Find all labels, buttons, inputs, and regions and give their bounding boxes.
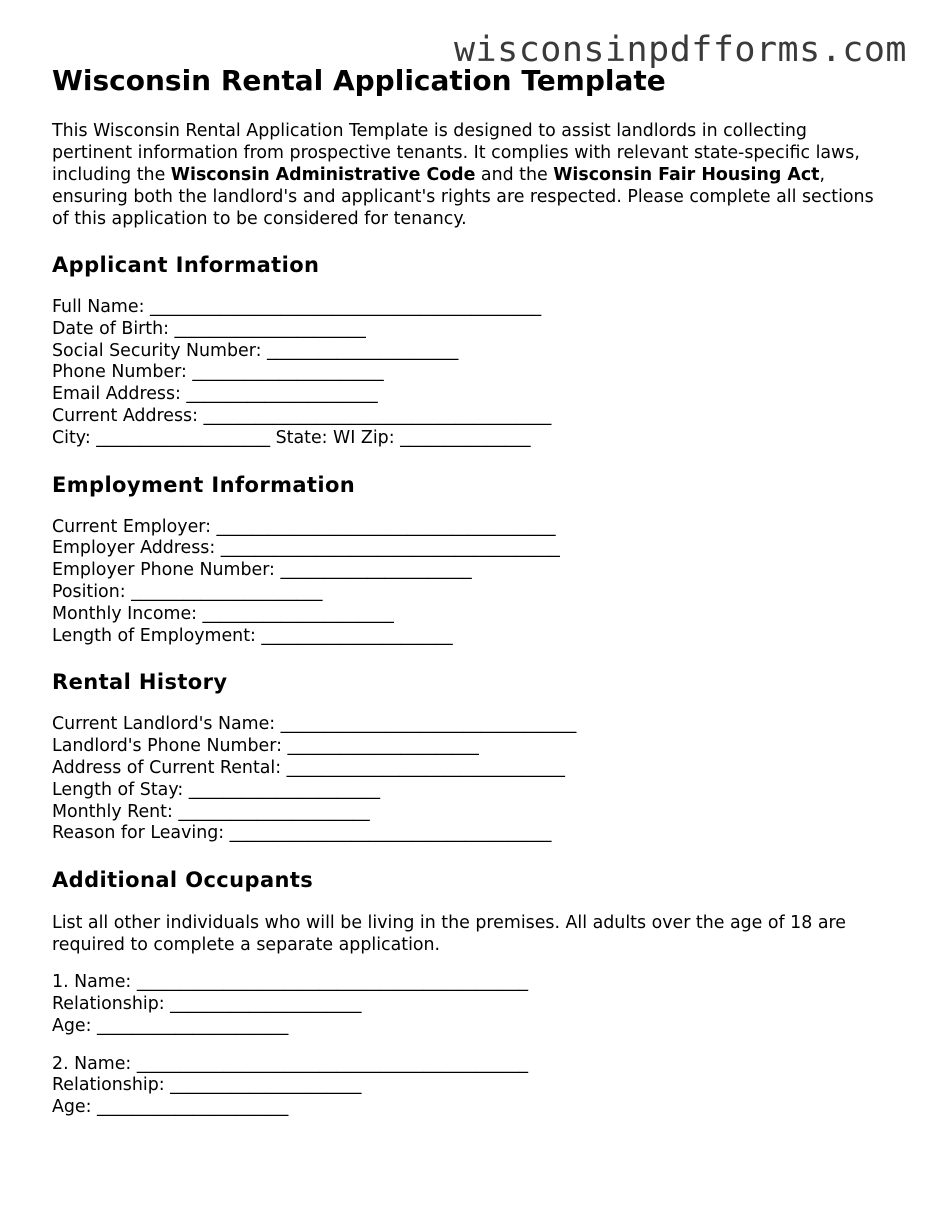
field-full-name[interactable]: Full Name: _____________________________________________ — [52, 297, 542, 317]
intro-text-3: , ensuring both the landlord's and applicant's rights are respected. Please complete all sections of this application to be considered for tenancy. — [52, 165, 874, 229]
field-position[interactable]: Position: ______________________ — [52, 581, 323, 602]
field-monthly-income[interactable]: Monthly Income: ______________________ — [52, 603, 394, 624]
field-occupant-1-name[interactable]: 1. Name: _____________________________________________ — [52, 972, 529, 993]
document-body — [52, 64, 892, 1135]
section-heading-occupants: Additional Occupants — [52, 868, 314, 893]
field-current-address[interactable]: Current Address: ________________________________________ — [52, 405, 552, 426]
section-heading-rental-history: Rental History — [52, 670, 228, 695]
occupant-group-2 — [52, 1054, 892, 1119]
field-length-of-stay[interactable]: Length of Stay: ______________________ — [52, 779, 381, 800]
field-occupant-1-relationship[interactable]: Relationship: ______________________ — [52, 993, 362, 1014]
field-city-state-zip[interactable]: City: ____________________ State: WI Zip: _______________ — [52, 427, 531, 448]
field-ssn[interactable]: Social Security Number: ______________________ — [52, 340, 459, 361]
field-employer-address[interactable]: Employer Address: _______________________________________ — [52, 538, 560, 559]
field-landlord-phone[interactable]: Landlord's Phone Number: ______________________ — [52, 736, 479, 757]
intro-bold-1: Wisconsin Administrative Code — [170, 165, 476, 185]
field-monthly-rent[interactable]: Monthly Rent: ______________________ — [52, 801, 370, 822]
field-date-of-birth[interactable]: Date of Birth: ______________________ — [52, 318, 366, 339]
field-current-employer[interactable]: Current Employer: _______________________________________ — [52, 516, 556, 537]
section-heading-employment: Employment Information — [52, 472, 356, 497]
field-occupant-2-name[interactable]: 2. Name: _____________________________________________ — [52, 1053, 529, 1074]
field-employer-phone[interactable]: Employer Phone Number: ______________________ — [52, 560, 472, 581]
intro-text-2: and the — [475, 165, 554, 185]
section-heading-applicant: Applicant Information — [52, 253, 320, 277]
intro-bold-2: Wisconsin Fair Housing Act — [553, 165, 820, 185]
occupant-group-1 — [52, 972, 892, 1037]
occupants-description: List all other individuals who will be living in the premises. All adults over the age of 18 are required to complete a separate application. — [52, 913, 846, 956]
page-title: Wisconsin Rental Application Template — [52, 64, 666, 97]
field-email[interactable]: Email Address: ______________________ — [52, 384, 378, 405]
field-landlord-name[interactable]: Current Landlord's Name: __________________________________ — [52, 714, 577, 735]
field-occupant-2-age[interactable]: Age: ______________________ — [52, 1097, 289, 1118]
field-occupant-2-relationship[interactable]: Relationship: ______________________ — [52, 1075, 362, 1096]
field-reason-for-leaving[interactable]: Reason for Leaving: _____________________________________ — [52, 823, 552, 844]
employment-fields — [52, 517, 892, 648]
intro-text-1: This Wisconsin Rental Application Template is designed to assist landlords in collecting pertinent information from prospective tenants. It complies with relevant state-specific laws, including the — [52, 121, 860, 185]
field-phone[interactable]: Phone Number: ______________________ — [52, 362, 384, 383]
intro-paragraph — [52, 120, 892, 230]
field-rental-address[interactable]: Address of Current Rental: ________________________________ — [52, 757, 565, 778]
field-length-of-employment[interactable]: Length of Employment: ______________________ — [52, 625, 453, 646]
watermark: wisconsinpdfforms.com — [453, 30, 907, 70]
rental-fields — [52, 714, 892, 845]
field-occupant-1-age[interactable]: Age: ______________________ — [52, 1015, 289, 1036]
applicant-fields — [52, 297, 892, 450]
